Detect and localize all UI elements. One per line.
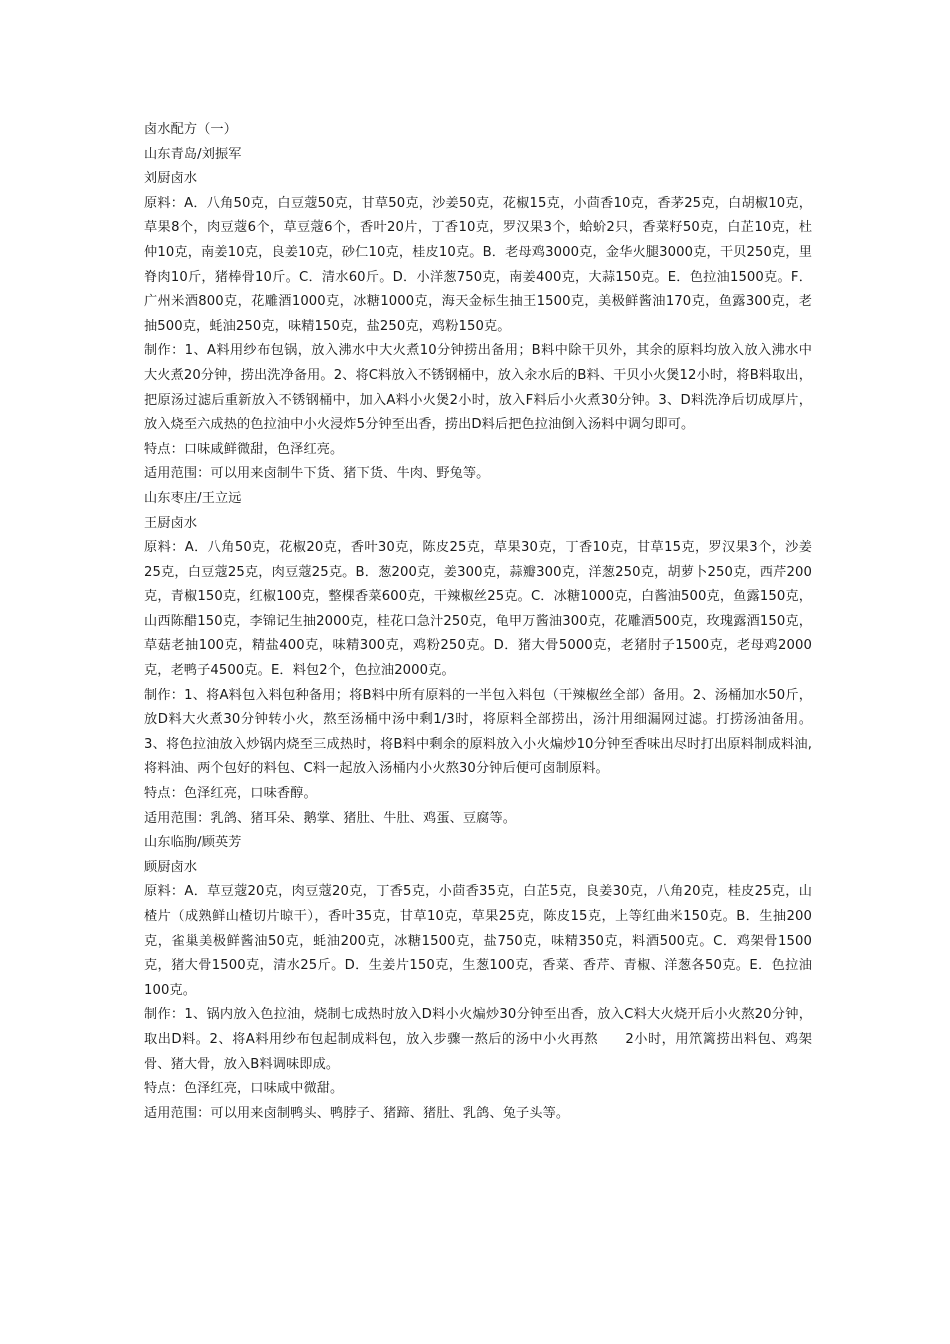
recipe-ingredients: 原料：A．草豆蔻20克，肉豆蔻20克，丁香5克，小茴香35克，白芷5克，良姜30克，八角20克，桂皮25克，山楂片（成熟鲜山楂切片晾干），香叶35克，甘草10克，草果25克，陈皮15克，上等红曲米150克。B．生抽200克，雀巢美极鲜酱油50克，蚝油200克，冰糖1500克，盐750克，味精350克，料酒500克。C．鸡架骨1500克，猪大骨1500克，清水25斤。D．生姜片150克，生葱100克，香菜、香芹、青椒、洋葱各50克。E．色拉油100克。 — [144, 884, 812, 998]
recipe-name: 刘厨卤水 — [144, 171, 198, 187]
recipe-method: 制作：1、A料用纱布包锅，放入沸水中大火煮10分钟捞出备用；B料中除干贝外，其余的原料均放入放入沸水中大火煮20分钟，捞出洗净备用。2、将C料放入不锈钢桶中，放入汆水后的B料、干贝小火煲12小时，将B料取出，把原汤过滤后重新放入不锈钢桶中，加入A料小火煲2小时，放入F料后小火煮30分钟。3、D料洗净后切成厚片，放入烧至六成热的色拉油中小火浸炸5分钟至出香，捞出D料后把色拉油倒入汤料中调匀即可。 — [144, 343, 812, 433]
recipe-section-1 — [144, 143, 812, 487]
recipe-section-3 — [144, 831, 812, 1126]
recipe-section-2 — [144, 487, 812, 831]
recipe-method: 制作：1、锅内放入色拉油，烧制七成热时放入D料小火煸炒30分钟至出香，放入C料大火烧开后小火熬20分钟，取出D料。2、将A料用纱布包起制成料包，放入步骤一熬后的汤中小火再熬 2小时，用笊篱捞出料包、鸡架骨、猪大骨，放入B料调味即成。 — [144, 1007, 812, 1072]
document-page — [144, 118, 812, 1126]
recipe-author: 山东青岛/刘振军 — [144, 146, 242, 162]
recipe-name: 王厨卤水 — [144, 515, 198, 531]
recipe-features: 特点：色泽红亮，口味咸中微甜。 — [144, 1081, 344, 1097]
recipe-method: 制作：1、将A料包入料包种备用；将B料中所有原料的一半包入料包（干辣椒丝全部）备用。2、汤桶加水50斤，放D料大火煮30分钟转小火，熬至汤桶中汤中剩1/3时，将原料全部捞出，汤汁用细漏网过滤。打捞汤油备用。3、将色拉油放入炒锅内烧至三成热时，将B料中剩余的原料放入小火煸炒10分钟至香味出尽时打出原料制成料油,将料油、两个包好的料包、C料一起放入汤桶内小火熬30分钟后便可卤制原料。 — [144, 687, 812, 777]
recipe-usage: 适用范围：可以用来卤制鸭头、鸭脖子、猪蹄、猪肚、乳鸽、兔子头等。 — [144, 1105, 570, 1121]
recipe-usage: 适用范围：乳鸽、猪耳朵、鹅掌、猪肚、牛肚、鸡蛋、豆腐等。 — [144, 810, 517, 826]
recipe-features: 特点：色泽红亮，口味香醇。 — [144, 786, 317, 802]
recipe-ingredients: 原料：A．八角50克，花椒20克，香叶30克，陈皮25克，草果30克，丁香10克，甘草15克，罗汉果3个，沙姜25克，白豆蔻25克，肉豆蔻25克。B．葱200克，姜300克，蒜瓣300克，洋葱250克，胡萝卜250克，西芹200克，青椒150克，红椒100克，整棵香菜600克，干辣椒丝25克。C．冰糖1000克，白酱油500克，鱼露150克，山西陈醋150克，李锦记生抽2000克，桂花口急汁250克，龟甲万酱油300克，花雕酒500克，玫瑰露酒150克，草菇老抽100克，精盐400克，味精300克，鸡粉250克。D．猪大骨5000克，老猪肘子1500克，老母鸡2000克，老鸭子4500克。E．料包2个，色拉油2000克。 — [144, 540, 812, 679]
recipe-name: 顾厨卤水 — [144, 859, 198, 875]
recipe-author: 山东枣庄/王立远 — [144, 490, 242, 506]
doc-title: 卤水配方（一） — [144, 122, 238, 137]
recipe-ingredients: 原料：A．八角50克，白豆蔻50克，甘草50克，沙姜50克，花椒15克，小茴香10克，香茅25克，白胡椒10克，草果8个，肉豆蔻6个，草豆蔻6个，香叶20片，丁香10克，罗汉果3个，蛤蚧2只，香菜籽50克，白芷10克，杜仲10克，南姜10克，良姜10克，砂仁10克，桂皮10克。B．老母鸡3000克，金华火腿3000克，干贝250克，里脊肉10斤，猪棒骨10斤。C．清水60斤。D．小洋葱750克，南姜400克，大蒜150克。E．色拉油1500克。F．广州米酒800克，花雕酒1000克，冰糖1000克，海天金标生抽王1500克，美极鲜酱油170克，鱼露300克，老抽500克，蚝油250克，味精150克，盐250克，鸡粉150克。 — [144, 195, 812, 334]
recipe-features: 特点：口味咸鲜微甜，色泽红亮。 — [144, 441, 344, 457]
recipe-author: 山东临朐/顾英芳 — [144, 835, 242, 851]
recipe-usage: 适用范围：可以用来卤制牛下货、猪下货、牛肉、野兔等。 — [144, 466, 490, 482]
